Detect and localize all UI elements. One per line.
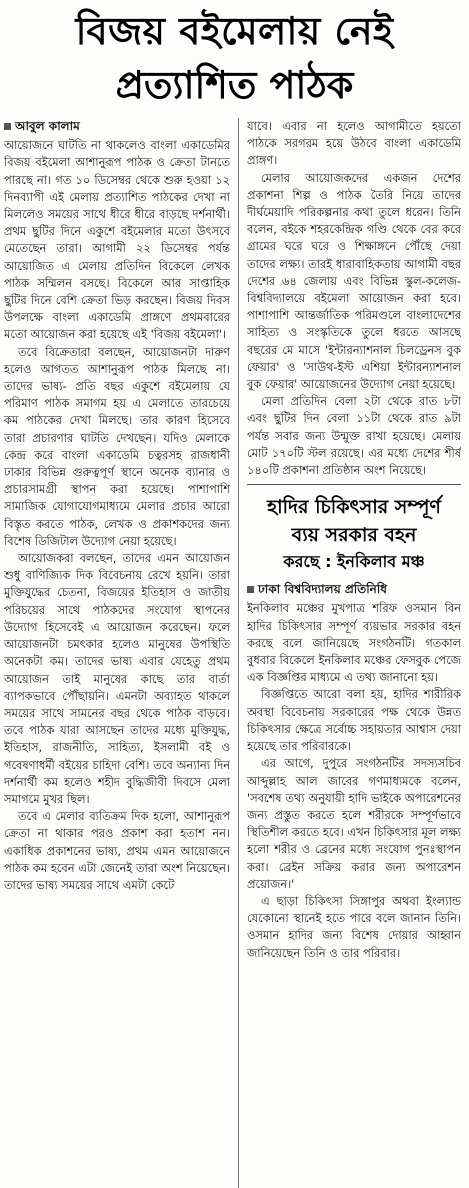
second-headline-line-3: করছে : ইনকিলাব মঞ্চ: [283, 552, 425, 572]
right-paragraph: মেলার আয়োজকদের একজন দেশের প্রকাশনা শিল্প ও পাঠক তৈরি নিয়ে তাদের দীর্ঘমেয়াদি পরিকল্পনার কথা তুলে ধরেন। তিনি বলেন, বইকে শহরকেন্দ্রিক গণ্ডি থেকে বের করে গ্রামের ঘরে ঘরে ও শিক্ষাঙ্গনে পৌঁছে দেয়া তাদের লক্ষ্য। তারই ধারাবাহিকতায় আগামী বছর দেশের ৬৪ জেলায় এবং বিভিন্ন স্কুল-কলেজ-বিশ্ববিদ্যালয়ে বইমেলা আয়োজন করা হবে। পাশাপাশি আন্তর্জাতিক পরিমণ্ডলে বাংলাদেশের সাহিত্য ও সংস্কৃতিকে তুলে ধরতে আসছে বছরের মে মাসে 'ইন্টারন্যাশনাল চিলড্রেনস বুক ফেয়ার' ও 'সাউথ-ইস্ট এশিয়া ইন্টারন্যাশনাল বুক ফেয়ার' আয়োজনের উদ্যোগ নেয়া হয়েছে।: [247, 170, 461, 392]
second-headline: [247, 493, 461, 575]
byline-right: [247, 581, 461, 598]
main-headline: [0, 4, 469, 112]
column-divider: [238, 118, 239, 1188]
right-paragraph: যাবে। এবার না হলেও আগামীতে হয়তো পাঠকে সরগরম হয়ে উঠবে বাংলা একাডেমি প্রাঙ্গণ।: [247, 119, 461, 168]
right-paragraph: এ ছাড়া চিকিৎসা সিঙ্গাপুর অথবা ইংল্যান্ড যেকোনো স্থানেই হতে পারে বলে জানান তিনি। ওসমান হাদির জন্য বিশেষ দোয়ার আহ্বান জানিয়েছেন তিনি ও তার পরিবার।: [247, 893, 461, 960]
headline-line-1: বিজয় বইমেলায় নেই: [75, 9, 394, 53]
right-column: [247, 118, 461, 1188]
headline-line-2: প্রত্যাশিত পাঠক: [115, 63, 354, 107]
byline-right-text: ঢাকা বিশ্ববিদ্যালয় প্রতিনিধি: [258, 582, 387, 597]
byline-square-icon: [247, 586, 254, 593]
right-paragraph: মেলা প্রতিদিন বেলা ২টা থেকে রাত ৮টা এবং ছুটির দিন বেলা ১১টা থেকে রাত ৯টা পর্যন্ত সবার জন্য উন্মুক্ত রাখা হয়েছে। মেলায় মোট ১৭০টি স্টল রয়েছে। এর মধ্যে দেশের শীর্ষ ১৪০টি প্রকাশনা প্রতিষ্ঠান অংশ নিয়েছে।: [247, 394, 461, 478]
left-paragraph: আয়োজকরা বলছেন, তাদের এমন আয়োজন শুধু বাণিজ্যিক দিক বিবেচনায় রেখে হয়নি। তারা মুক্তিযুদ্ধের চেতনা, বিজয়ের ইতিহাস ও জাতীয় পরিচয়ের সাথে পাঠকদের সংযোগ স্থাপনের উদ্যোগ হিসেবেই এ আয়োজন করেছেন। ফলে আয়োজনটা চমৎকার হলেও মানুষের উপস্থিতি অনেকটা কম। তাদের ভাষ্য এবার যেহেতু প্রথম আয়োজন তাই মানুষের কাছে তার বার্তা ব্যাপকভাবে পৌঁছায়নি। এমনটা অব্যাহত থাকলে সময়ের সাথে সামনের বছর থেকে পাঠক বাড়বে। তবে পাঠক যারা আসছেন তাদের মধ্যে মুক্তিযুদ্ধ, ইতিহাস, রাজনীতি, সাহিত্য, ইসলামী বই ও গবেষণাধর্মী বইয়ের চাহিদা বেশি। তবে অন্যান্য দিন দর্শনার্থী কম হলেও শহীদ বুদ্ধিজীবী দিবসে মেলা সমাগমে মুখর ছিল।: [4, 551, 230, 806]
right-paragraph: ইনকিলাব মঞ্চের মুখপাত্র শরিফ ওসমান বিন হাদির চিকিৎসার সম্পূর্ণ ব্যয়ভার সরকার বহন করছে বলে জানিয়েছে সংগঠনটি। গতকাল বুধবার বিকেলে ইনকিলাব মঞ্চের ফেসবুক পেজে এক বিজ্ঞপ্তির মাধ্যমে এ তথ্য জানানো হয়।: [247, 601, 461, 685]
left-column: [4, 118, 230, 1188]
byline-left: [4, 118, 230, 135]
second-headline-line-1: হাদির চিকিৎসার সম্পূর্ণ: [267, 496, 441, 519]
left-paragraph: তবে বিক্রেতারা বলছেন, আয়োজনটা দারুণ হলেও আগতত আশানুরূপ পাঠক মিলছে না। তাদের ভাষ্য- প্রতি বছর একুশে বইমেলায় যে পরিমাণ পাঠক সমাগম হয় এ মেলাতে তারচেয়ে কম পাঠকের দেখা মিলছে। তার কারণ হিসেবে তারা প্রচারণার ঘাটতি দেখছেন। যদিও মেলাকে কেন্দ্র করে বাংলা একাডেমি চত্বরসহ রাজধানী ঢাকার বিভিন্ন গুরুত্বপূর্ণ স্থানে অনেক ব্যানার ও প্রচারসামগ্রী স্থাপন করা হয়েছে। পাশাপাশি সামাজিক যোগাযোগমাধ্যমে মেলার প্রচার আরো বিস্তৃত করতে পাঠক, লেখক ও প্রকাশকদের জন্য বিশেষ ডিজিটাল উদ্যোগ নেয়া হয়েছে।: [4, 344, 230, 548]
byline-left-text: আবুল কালাম: [15, 119, 80, 133]
right-paragraph: এর আগে, দুপুরে সংগঠনটির সদস্যসচিব আব্দুল্লাহ আল জাবের গণমাধ্যমকে বলেন, 'সবশেষ তথ্য অনুযায়ী হাদি ভাইকে অপারেশনের জন্য প্রস্তুত করতে হলে শরীরকে সম্পূর্ণভাবে স্থিতিশীল করতে হবে। এখন চিকিৎসার মূল লক্ষ্য হলো শরীর ও ব্রেনের মধ্যে সংযোগ পুনঃস্থাপন করা। ব্রেইন সক্রিয় করার জন্য অপারেশন প্রয়োজন।': [247, 756, 461, 891]
left-paragraph: আয়োজনে ঘাটতি না থাকলেও বাংলা একাডেমির বিজয় বইমেলা আশানুরূপ পাঠক ও ক্রেতা টানতে পারছে না। গত ১০ ডিসেম্বর থেকে শুরু হওয়া ১২ দিনব্যাপী এই মেলায় প্রত্যাশিত পাঠকের দেখা না মিললেও সময়ের সাথে ধীরে ধীরে বাড়ছে দর্শনার্থী। প্রথম ছুটির দিনে একুশে বইমেলার মতো উৎসবে মেতেছেন তারা। আগামী ২২ ডিসেম্বর পর্যন্ত আয়োজিত এ মেলায় প্রতিদিন বিকেলে লেখক পাঠক সম্মিলন বসছে। বিকেলে আর সাপ্তাহিক ছুটির দিনে বেশি ক্রেতা ভিড় করছেন। বিজয় দিবস উপলক্ষে বাংলা একাডেমি প্রাঙ্গণে প্রথমবারের মতো আয়োজন করা হয়েছে এই 'বিজয় বইমেলা'।: [4, 138, 230, 342]
section-divider: [247, 484, 461, 485]
left-paragraph: তবে এ মেলার ব্যতিক্রম দিক হলো, আশানুরূপ ক্রেতা না থাকার পরও প্রকাশ করা হতাশ নন। একাধিক প্রকাশনের ভাষ্য, প্রথম এমন আয়োজনে পাঠক কম হবেন এটা জেনেই তারা অংশ নিয়েছেন। তাদের ভাষ্য সময়ের সাথে এমটা কেটে: [4, 809, 230, 892]
right-paragraph: বিজ্ঞপ্তিতে আরো বলা হয়, হাদির শারীরিক অবস্থা বিবেচনায় সরকারের পক্ষ থেকে উন্নত চিকিৎসার ক্ষেত্রে সর্বোচ্চ সহায়তার আশ্বাস দেয়া হয়েছে তার পরিবারকে।: [247, 687, 461, 754]
byline-square-icon: [4, 123, 11, 130]
second-headline-line-2: ব্যয় সরকার বহন: [291, 524, 417, 547]
